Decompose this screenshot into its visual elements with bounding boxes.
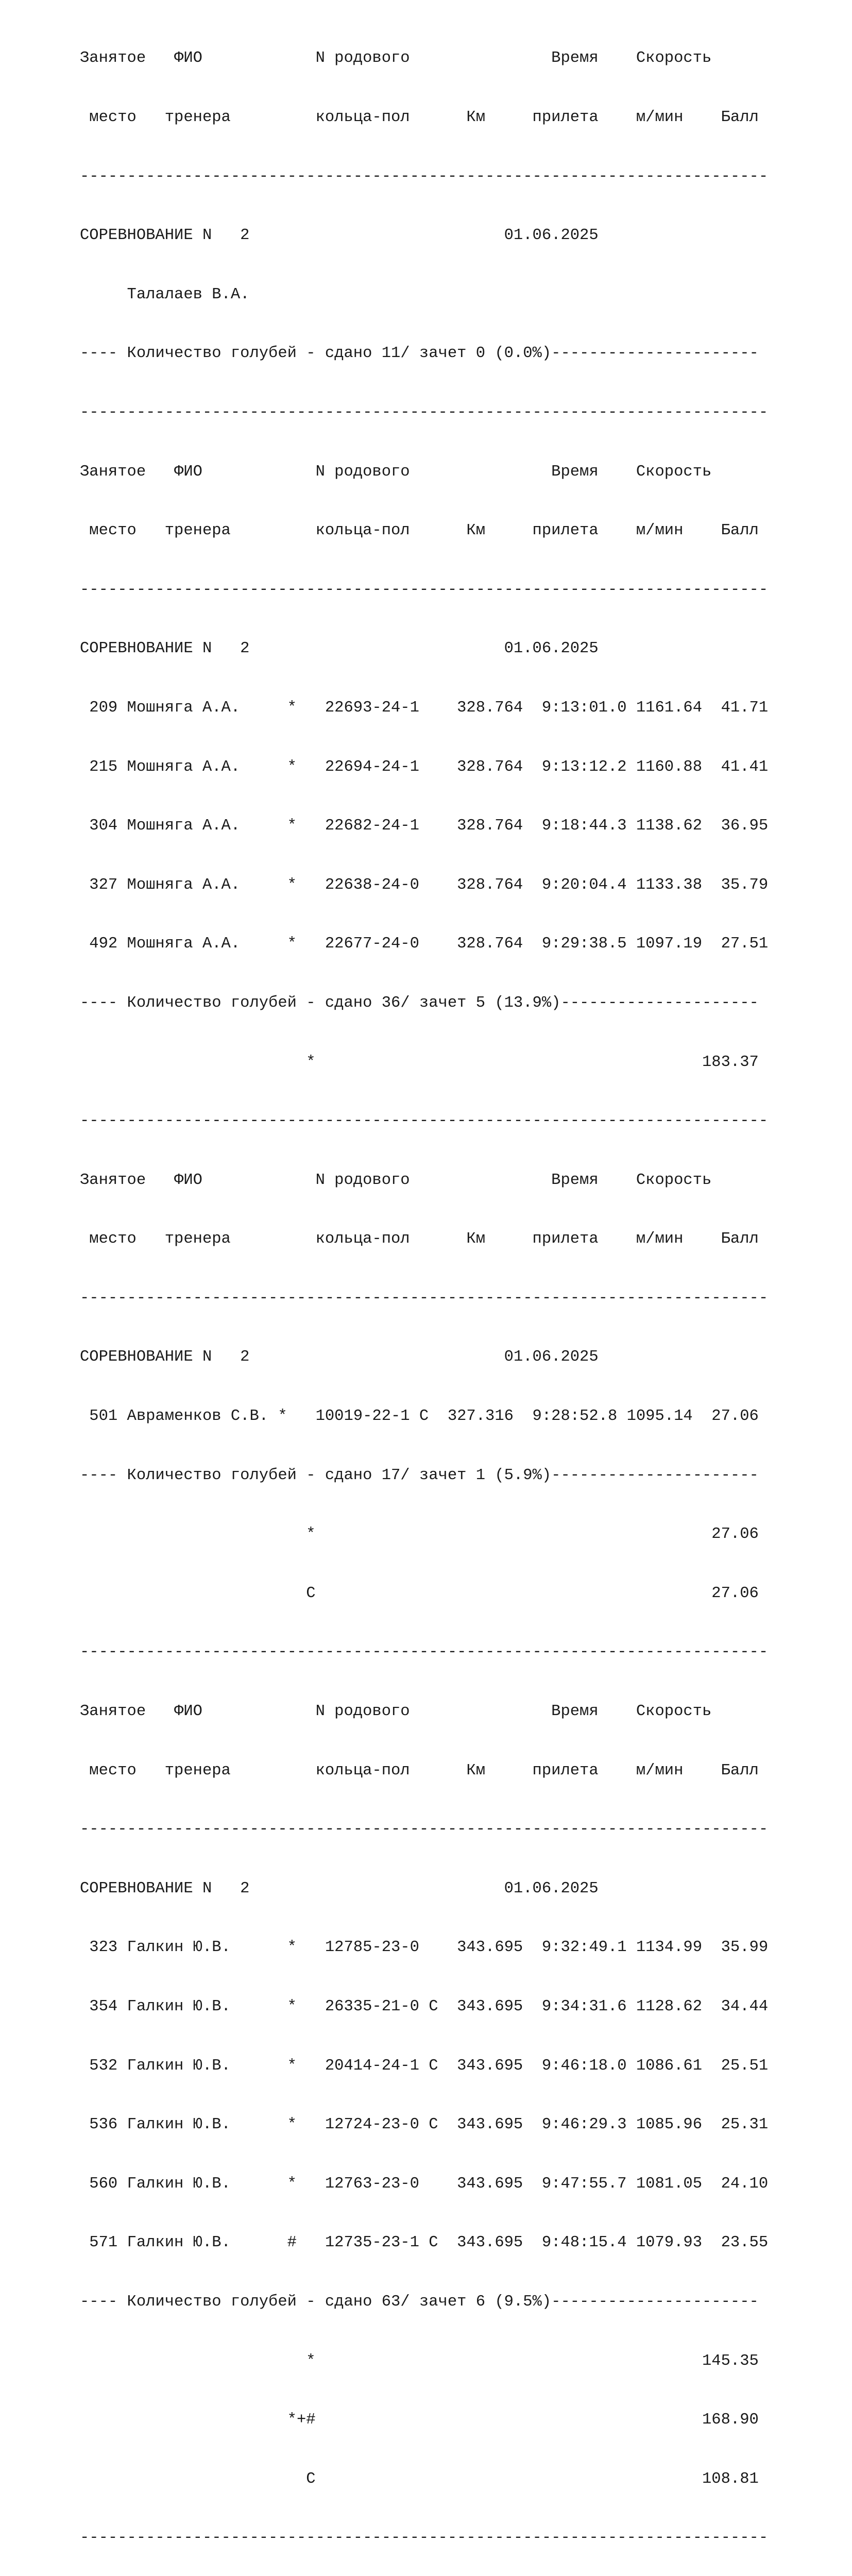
report-line: ---- Количество голубей - сдано 63/ зачет 6 (9.5%)---------------------- — [80, 2293, 759, 2311]
report-line: СОРЕВНОВАНИЕ N 2 01.06.2025 — [80, 227, 599, 245]
report-line: С 108.81 — [80, 2470, 759, 2488]
report-line: 323 Галкин Ю.В. * 12785-23-0 343.695 9:32:49.1 1134.99 35.99 — [80, 1939, 769, 1957]
report-line: место тренера кольца-пол Км прилета м/мин Балл — [80, 1761, 759, 1780]
report-line: Занятое ФИО N родового Время Скорость — [80, 1703, 712, 1721]
report-line: Занятое ФИО N родового Время Скорость — [80, 463, 712, 481]
report-line: 354 Галкин Ю.В. * 26335-21-0 С 343.695 9:34:31.6 1128.62 34.44 — [80, 1998, 769, 2015]
report-line: ---- Количество голубей - сдано 11/ зачет 0 (0.0%)---------------------- — [80, 345, 759, 363]
report-line: ------------------------------------------------------------------------- — [80, 403, 769, 421]
report-line: 304 Мошняга А.А. * 22682-24-1 328.764 9:18:44.3 1138.62 36.95 — [80, 817, 769, 835]
report-line: 327 Мошняга А.А. * 22638-24-0 328.764 9:20:04.4 1133.38 35.79 — [80, 876, 769, 894]
report-line: Занятое ФИО N родового Время Скорость — [80, 1171, 712, 1189]
report-line: * 27.06 — [80, 1526, 759, 1544]
report-line: 215 Мошняга А.А. * 22694-24-1 328.764 9:13:12.2 1160.88 41.41 — [80, 758, 769, 776]
report-line: 536 Галкин Ю.В. * 12724-23-0 С 343.695 9:46:29.3 1085.96 25.31 — [80, 2116, 769, 2134]
report-line: ------------------------------------------------------------------------- — [80, 1289, 769, 1307]
report-line: 209 Мошняга А.А. * 22693-24-1 328.764 9:13:01.0 1161.64 41.71 — [80, 699, 769, 717]
report-line: С 27.06 — [80, 1584, 759, 1602]
report-line: ------------------------------------------------------------------------- — [80, 581, 769, 599]
report-line: ------------------------------------------------------------------------- — [80, 1643, 769, 1662]
report-line: ------------------------------------------------------------------------- — [80, 167, 769, 185]
report-listing — [80, 9, 768, 2576]
report-line: 532 Галкин Ю.В. * 20414-24-1 С 343.695 9:46:18.0 1086.61 25.51 — [80, 2057, 769, 2075]
report-line: место тренера кольца-пол Км прилета м/мин Балл — [80, 522, 759, 540]
report-line: 571 Галкин Ю.В. # 12735-23-1 С 343.695 9:48:15.4 1079.93 23.55 — [80, 2234, 769, 2252]
report-line: *+# 168.90 — [80, 2411, 759, 2429]
report-line: 560 Галкин Ю.В. * 12763-23-0 343.695 9:47:55.7 1081.05 24.10 — [80, 2175, 769, 2193]
report-line: 492 Мошняга А.А. * 22677-24-0 328.764 9:29:38.5 1097.19 27.51 — [80, 935, 769, 953]
report-line: 501 Авраменков С.В. * 10019-22-1 С 327.316 9:28:52.8 1095.14 27.06 — [80, 1408, 759, 1426]
report-line: место тренера кольца-пол Км прилета м/мин Балл — [80, 109, 759, 126]
report-line: место тренера кольца-пол Км прилета м/мин Балл — [80, 1230, 759, 1248]
report-line: ------------------------------------------------------------------------- — [80, 1112, 769, 1130]
report-line: СОРЕВНОВАНИЕ N 2 01.06.2025 — [80, 1348, 599, 1366]
report-line: ------------------------------------------------------------------------- — [80, 1821, 769, 1839]
report-line: СОРЕВНОВАНИЕ N 2 01.06.2025 — [80, 640, 599, 658]
report-line: ---- Количество голубей - сдано 17/ зачет 1 (5.9%)---------------------- — [80, 1466, 759, 1484]
report-line: Занятое ФИО N родового Время Скорость — [80, 49, 712, 67]
report-line: Талалаев В.А. — [80, 285, 250, 303]
report-line: * 145.35 — [80, 2352, 759, 2370]
report-line: ---- Количество голубей - сдано 36/ зачет 5 (13.9%)--------------------- — [80, 994, 759, 1012]
report-line: * 183.37 — [80, 1053, 759, 1071]
report-line: СОРЕВНОВАНИЕ N 2 01.06.2025 — [80, 1879, 599, 1897]
report-line: ------------------------------------------------------------------------- — [80, 2529, 769, 2547]
